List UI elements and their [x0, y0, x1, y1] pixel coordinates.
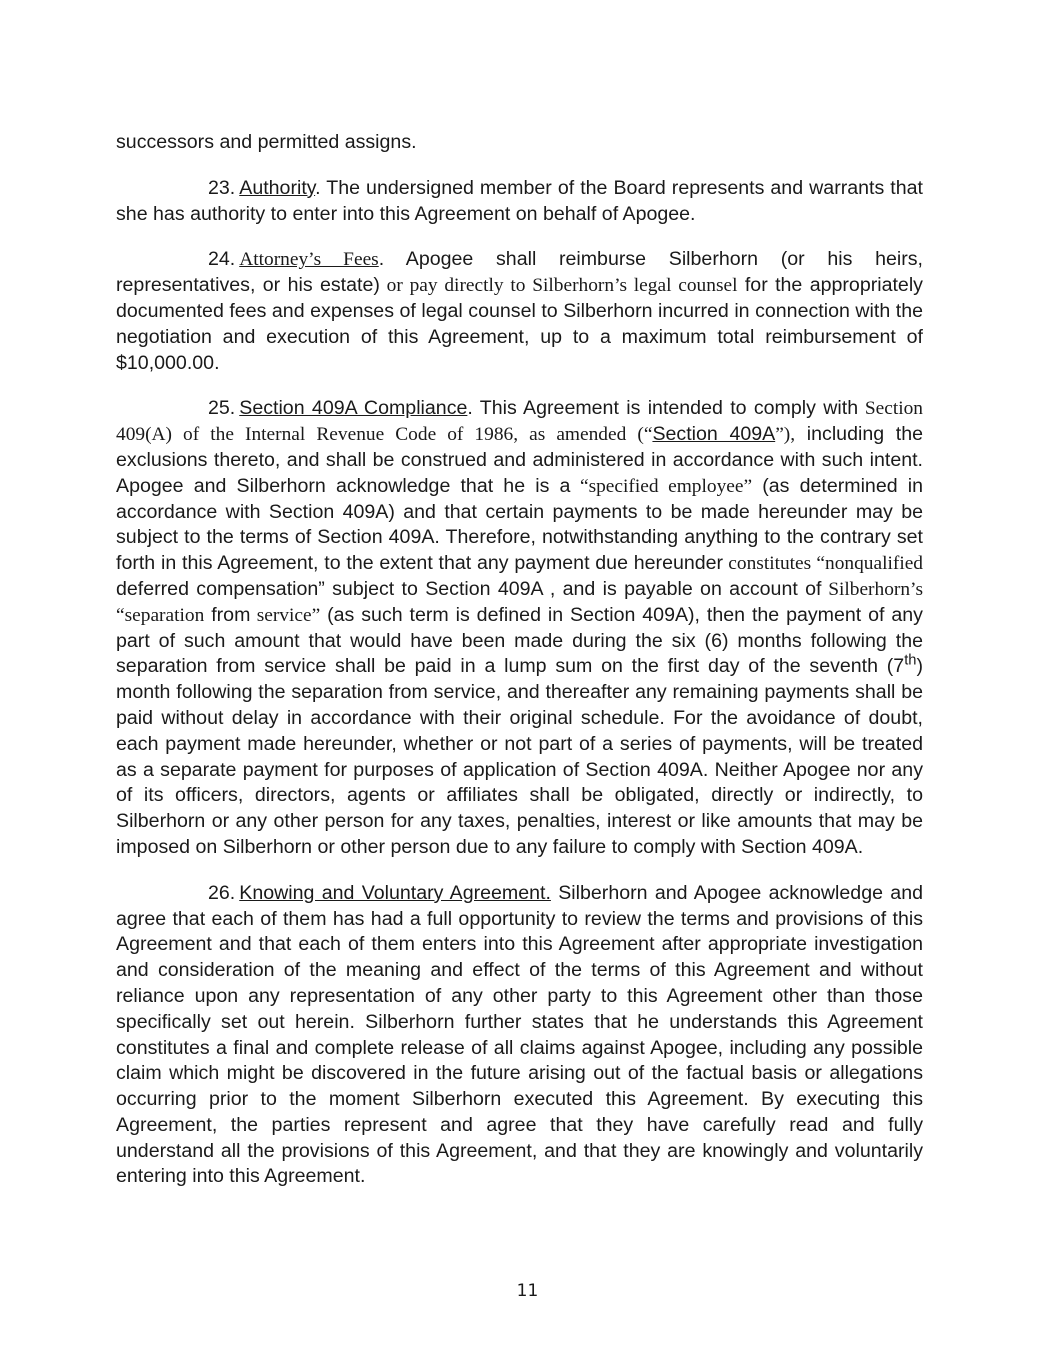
section-25-body-9: Silberhorn’s “separation: [116, 578, 923, 626]
section-25-body-11: service”: [250, 604, 321, 626]
section-24-body-3: for the appropriately documented fees and expenses of legal counsel to Silberhorn incurred in connection with the negotiation and execution of this Agreement, up to a maximum total reimbursement of $10,000.00.: [116, 274, 923, 374]
section-25-heading: Section 409A Compliance: [239, 397, 468, 420]
section-25-body-6: (as determined in accordance with Section 409A) and that certain payments to be made hereunder may be subject to the terms of Section 409A. Therefore, notwithstanding anything to the contrary set forth in this Agreement, to the extent that any payment due hereunder: [116, 474, 924, 575]
section-23-heading: Authority: [239, 176, 316, 199]
continuation-text: successors and permitted assigns.: [116, 131, 417, 153]
section-25-body-4: including the exclusions thereto, and shall be construed and administered in accordance with such intent. Apogee and Silberhorn acknowledge that he is a: [116, 423, 924, 497]
section-23-body: . The undersigned member of the Board represents and warrants that she has authority to enter into this Agreement on behalf of Apogee.: [116, 176, 923, 225]
page-number: 11: [516, 1281, 539, 1301]
section-25-body-12: (as such term is defined in Section 409A), then the payment of any part of such amount that would have been made during the six (6) months following the separation from service shall be paid in a lump sum on the first day of the seventh (7: [116, 603, 923, 678]
section-25-body-10: from: [204, 603, 251, 626]
section-25-defined-term: Section 409A: [652, 423, 776, 446]
section-24-number: 24.: [208, 248, 236, 271]
section-24-body-2: or pay directly to Silberhorn’s legal counsel: [379, 275, 738, 297]
section-25-body-5: “specified employee”: [570, 475, 753, 497]
section-26-body: Silberhorn and Apogee acknowledge and agree that each of them has had a full opportunity to review the terms and provisions of this Agreement and that each of them enters into this Agreement after appropriate investigation and consideration of the meaning and effect of the terms of this Agreement and without reliance upon any representation of any other party to this Agreement other than those specifically set out herein. Silberhorn further states that he understands this Agreement constitutes a final and complete release of all claims against Apogee, including any possible claim which might be discovered in the future arising out of the factual basis or allegations occurring prior to the moment Silberhorn executed this Agreement. By executing this Agreement, the parties represent and agree that they have carefully read and fully understand all the provisions of this Agreement, and that they are knowingly and voluntarily entering into this Agreement.: [116, 881, 923, 1188]
section-24-body-1: . Apogee shall reimburse Silberhorn (or his heirs, representatives, or his estate): [116, 248, 923, 297]
section-25-body-2: Section 409(A) of the Internal Revenue Code of 1986, as amended (“: [116, 398, 923, 446]
section-25-superscript: th: [904, 652, 917, 669]
section-25-number: 25.: [208, 397, 236, 420]
document-page: [116, 130, 923, 1190]
section-25: [116, 396, 923, 860]
section-26-number: 26.: [208, 881, 236, 904]
section-25-body-13: ) month following the separation from service, and thereafter any remaining payments shall be paid without delay in accordance with their original schedule. For the avoidance of doubt, each payment made hereunder, whether or not part of a series of payments, will be treated as a separate payment for purposes of application of Section 409A. Neither Apogee nor any of its officers, directors, agents or affiliates shall be obligated, directly or indirectly, to Silberhorn or any other person for any taxes, penalties, interest or like amounts that may be imposed on Silberhorn or other person due to any failure to comply with Section 409A.: [116, 655, 923, 858]
section-24: [116, 247, 923, 376]
section-25-body-3: ”),: [775, 424, 796, 446]
section-23: [116, 176, 923, 228]
section-23-number: 23.: [208, 176, 236, 199]
section-25-body-7: constitutes “nonqualified: [723, 553, 924, 575]
section-26-heading: Knowing and Voluntary Agreement.: [239, 881, 551, 904]
section-24-heading: Attorney’s Fees: [239, 249, 379, 271]
section-25-body-8: deferred compensation” subject to Section 409A , and is payable on account of: [116, 577, 822, 600]
section-25-body-1: . This Agreement is intended to comply with: [467, 397, 859, 420]
section-26: [116, 881, 923, 1191]
